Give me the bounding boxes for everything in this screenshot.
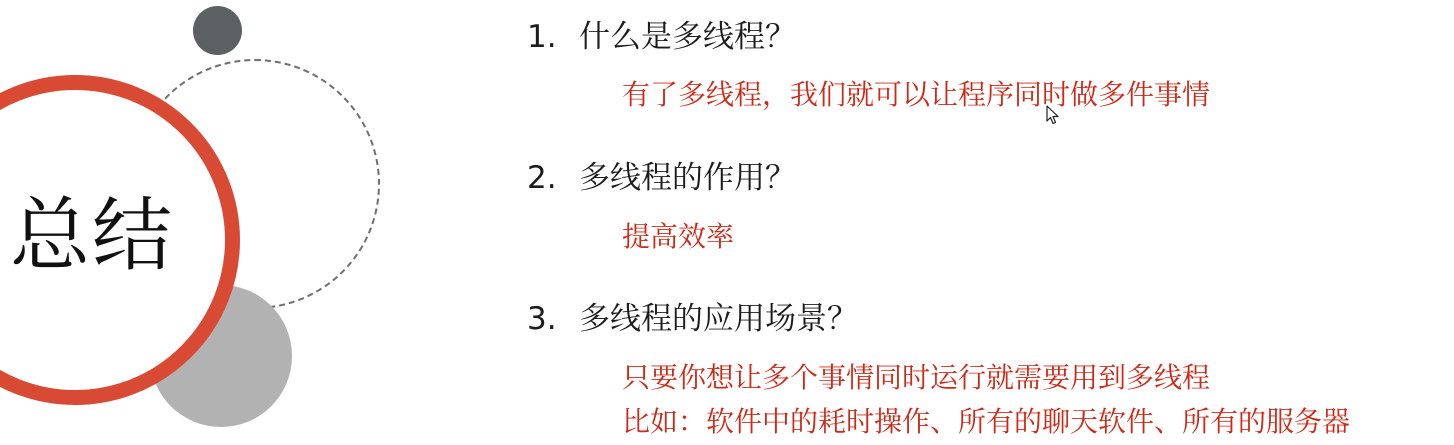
answer-3-line-2: 比如：软件中的耗时操作、所有的聊天软件、所有的服务器: [622, 405, 1351, 438]
question-1-number: 1.: [527, 19, 557, 55]
question-2-text: 多线程的作用？: [579, 160, 796, 196]
answer-1-line-1: 有了多线程，我们就可以让程序同时做多件事情: [622, 78, 1211, 111]
answer-2-line-1: 提高效率: [622, 220, 735, 253]
answer-3-line-1: 只要你想让多个事情同时运行就需要用到多线程: [622, 361, 1211, 394]
question-3: [527, 299, 858, 339]
question-2-number: 2.: [527, 160, 557, 196]
dark-dot-decoration: [193, 6, 242, 55]
question-1: [527, 17, 796, 57]
slide-title: 总结: [10, 189, 174, 282]
question-2: [527, 158, 796, 198]
question-1-text: 什么是多线程？: [579, 19, 796, 55]
question-3-number: 3.: [527, 301, 557, 337]
question-3-text: 多线程的应用场景？: [579, 301, 858, 337]
mouse-pointer-icon: [1046, 105, 1060, 125]
